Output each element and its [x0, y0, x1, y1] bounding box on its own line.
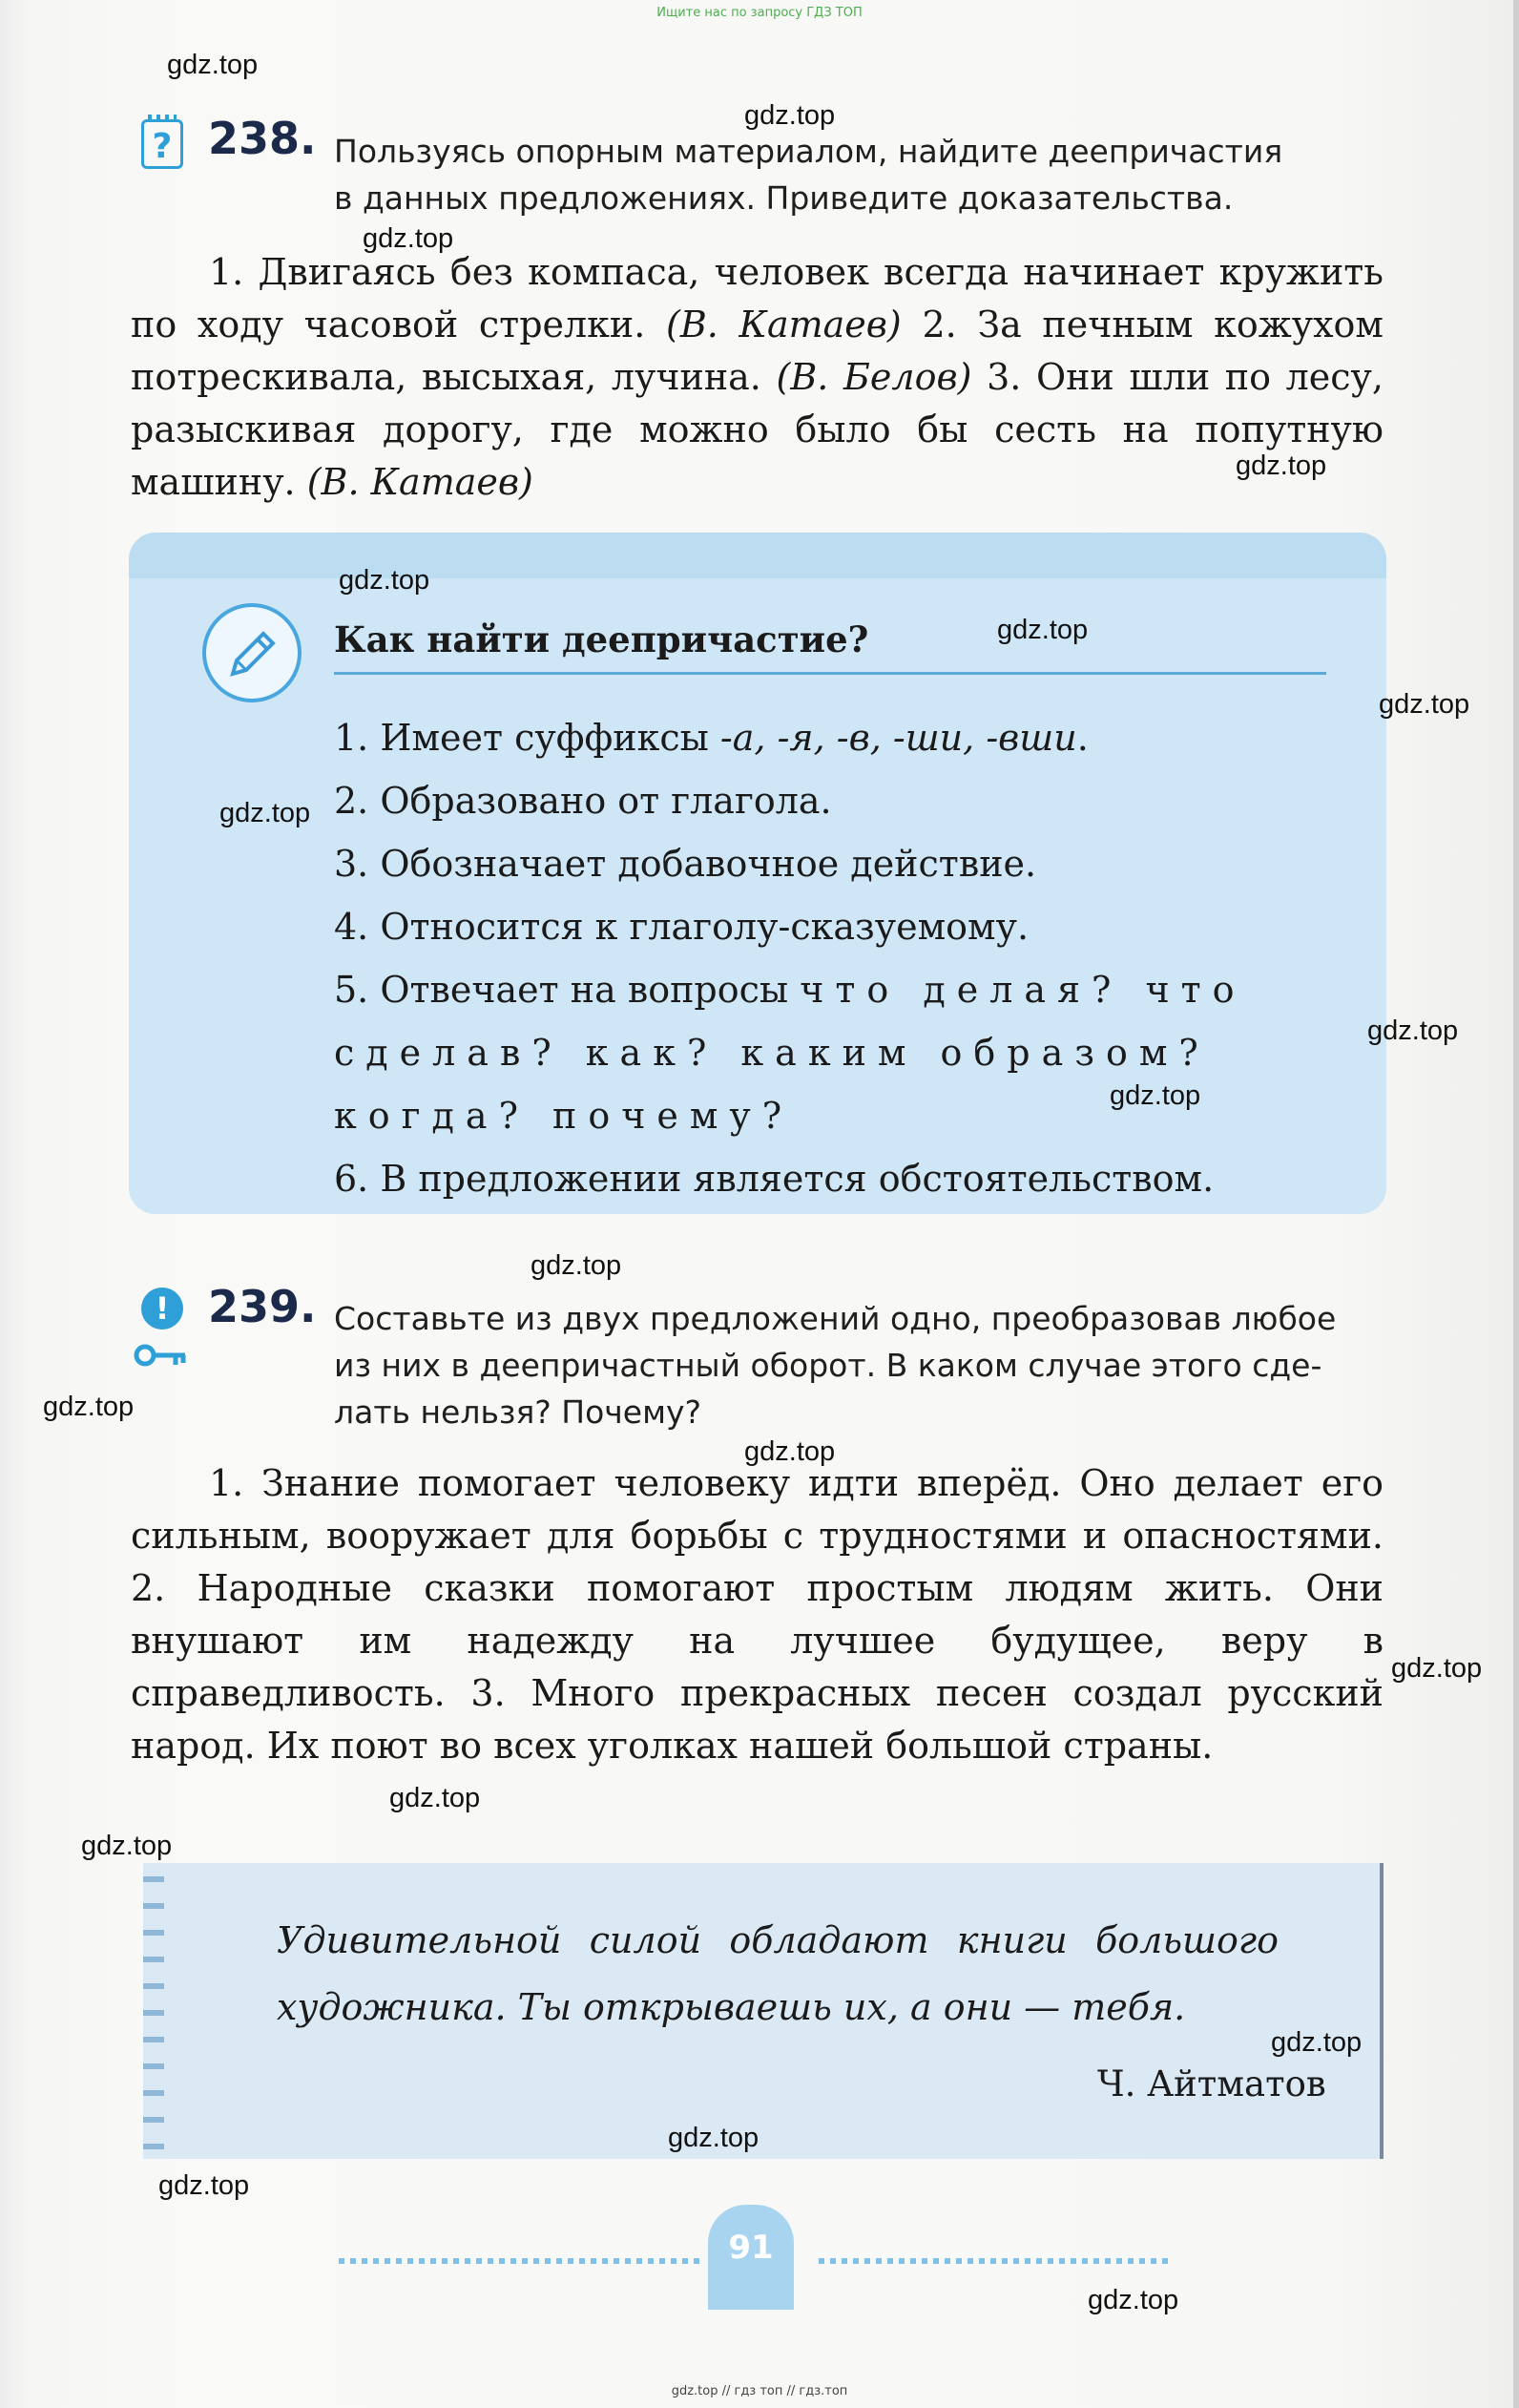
pencil-icon	[202, 603, 302, 702]
exclamation-icon: !	[141, 1288, 183, 1330]
rule-5: 5. Отвечает на вопросы что делая? что	[334, 969, 1246, 1011]
watermark: gdz.top	[997, 615, 1089, 645]
key-icon	[134, 1342, 189, 1369]
rule-1: 1. Имеет суффиксы -а, -я, -в, -ши, -вши.	[334, 717, 1089, 759]
rule-6: 6. В предложении является обстоятельством.	[334, 1158, 1215, 1200]
watermark: gdz.top	[744, 100, 836, 131]
watermark: gdz.top	[1088, 2285, 1179, 2315]
rule-4: 4. Относится к глаголу-сказуемому.	[334, 906, 1030, 948]
watermark: gdz.top	[744, 1436, 836, 1467]
bottom-banner[interactable]: gdz.top // гдз топ // гдз.топ	[671, 2384, 848, 2398]
exercise-239-task-line1: Составьте из двух предложений одно, преобразовав любое	[334, 1300, 1337, 1337]
sentence-1: 1. Двигаясь без компаса, человек всегда начинает кружить по ходу часовой стрелки.	[131, 251, 1384, 345]
page-edge	[1513, 0, 1519, 2408]
author-1: (В. Катаев)	[666, 304, 902, 345]
exercise-238-task-line1: Пользуясь опорным материалом, найдите деепричастия	[334, 133, 1283, 170]
watermark: gdz.top	[219, 798, 311, 828]
author-3: (В. Катаев)	[306, 461, 533, 503]
watermark: gdz.top	[1271, 2027, 1363, 2058]
footer-dots-left	[339, 2258, 701, 2264]
watermark: gdz.top	[1236, 450, 1327, 481]
exercise-239-task-line2: из них в деепричастный оборот. В каком случае этого сде-	[334, 1347, 1322, 1384]
watermark: gdz.top	[668, 2123, 760, 2153]
watermark: gdz.top	[389, 1783, 481, 1813]
exercise-238-number: 238.	[208, 113, 317, 164]
watermark: gdz.top	[363, 223, 454, 254]
rule-5-cont2: когда? почему?	[334, 1095, 794, 1137]
watermark: gdz.top	[1367, 1016, 1459, 1046]
exercise-239-text: 1. Знание помогает человеку идти вперёд. Оно делает его сильным, вооружает для борьбы с трудностями и опасностями. 2. Народные сказки помогают простым людям жить. Они внушают им надежду на лучшее будущее, веру в справедливость. 3. Много прекрасных песен создал русский народ. Их поют во всех уголках нашей большой страны.	[131, 1462, 1384, 1767]
watermark: gdz.top	[158, 2170, 250, 2201]
top-banner[interactable]: Ищите нас по запросу ГДЗ ТОП	[656, 6, 863, 20]
watermark: gdz.top	[1379, 689, 1470, 720]
watermark: gdz.top	[43, 1392, 135, 1422]
quote-author: Ч. Айтматов	[1097, 2063, 1326, 2104]
rule-box-title: Как найти деепричастие?	[334, 618, 869, 660]
watermark: gdz.top	[531, 1250, 622, 1281]
sentence-2: 2. За печным кожухом потрескивала, высыхая, лучина.	[131, 304, 1384, 398]
question-icon: ?	[141, 119, 183, 169]
quote-line-2: художника. Ты открываешь их, а они — тебя.	[277, 1986, 1186, 2028]
watermark: gdz.top	[1391, 1653, 1483, 1684]
watermark: gdz.top	[167, 50, 259, 80]
exercise-239-task-line3: лать нельзя? Почему?	[334, 1393, 702, 1431]
rule-2: 2. Образовано от глагола.	[334, 780, 832, 822]
exercise-238-task-line2: в данных предложениях. Приведите доказательства.	[334, 179, 1234, 217]
sentence-3: 3. Они шли по лесу, разыскивая дорогу, где можно было бы сесть на попутную машину.	[131, 356, 1384, 503]
quote-text	[277, 1907, 1279, 2041]
quote-line-1: Удивительной силой обладают книги большого	[277, 1919, 1279, 1961]
author-2: (В. Белов)	[776, 356, 972, 398]
rule-5-cont: сделав? как? каким образом?	[334, 1032, 1210, 1074]
rule-box-divider	[334, 672, 1326, 675]
watermark: gdz.top	[1110, 1080, 1201, 1111]
exercise-238-sentences	[131, 246, 1384, 509]
watermark: gdz.top	[81, 1831, 173, 1861]
exercise-239-number: 239.	[208, 1281, 317, 1332]
footer-dots-right	[819, 2258, 1172, 2264]
page-number: 91	[708, 2205, 794, 2310]
watermark: gdz.top	[339, 565, 430, 596]
rule-list	[334, 706, 1326, 1210]
rule-3: 3. Обозначает добавочное действие.	[334, 843, 1037, 885]
